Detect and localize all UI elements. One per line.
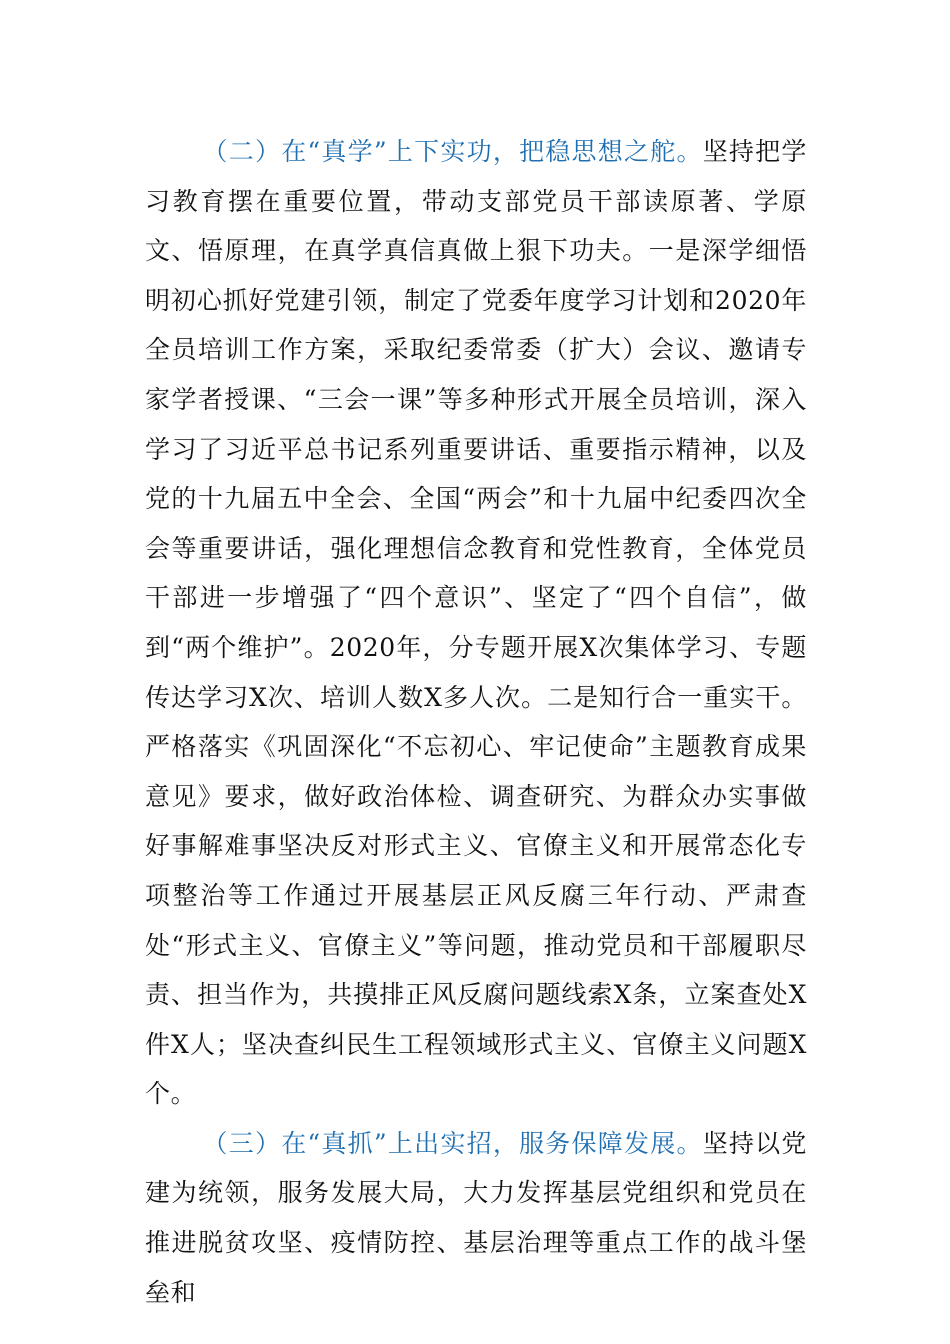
section-heading-2: （二）在“真学”上下实功，把稳思想之舵。 bbox=[202, 137, 703, 166]
section-body-2: 坚持把学习教育摆在重要位置，带动支部党员干部读原著、学原文、悟原理，在真学真信真做上狠下功夫。一是深学细悟明初心抓好党建引领，制定了党委年度学习计划和2020年全员培训工作方案，采取纪委常委（扩大）会议、邀请专家学者授课、“三会一课”等多种形式开展全员培训，深入学习了习近平总书记系列重要讲话、重要指示精神，以及党的十九届五中全会、全国“两会”和十九届中纪委四次全会等重要讲话，强化理想信念教育和党性教育，全体党员干部进一步增强了“四个意识”、坚定了“四个自信”，做到“两个维护”。2020年，分专题开展X次集体学习、专题传达学习X次、培训人数X多人次。二是知行合一重实干。严格落实《巩固深化“不忘初心、牢记使命”主题教育成果意见》要求，做好政治体检、调查研究、为群众办实事做好事解难事坚决反对形式主义、官僚主义和开展常态化专项整治等工作通过开展基层正风反腐三年行动、严肃查处“形式主义、官僚主义”等问题，推动党员和干部履职尽责、担当作为，共摸排正风反腐问题线索X条，立案查处X件X人；坚决查纠民生工程领域形式主义、官僚主义问题X个。 bbox=[145, 137, 807, 1109]
paragraph-section-2 bbox=[145, 127, 807, 1119]
section-body-3: 坚持以党建为统领，服务发展大局，大力发挥基层党组织和党员在推进脱贫攻坚、疫情防控、基层治理等重点工作的战斗堡垒和 bbox=[145, 1128, 807, 1307]
document-page bbox=[145, 127, 807, 1317]
paragraph-section-3 bbox=[145, 1119, 807, 1317]
section-heading-3: （三）在“真抓”上出实招，服务保障发展。 bbox=[202, 1128, 703, 1158]
